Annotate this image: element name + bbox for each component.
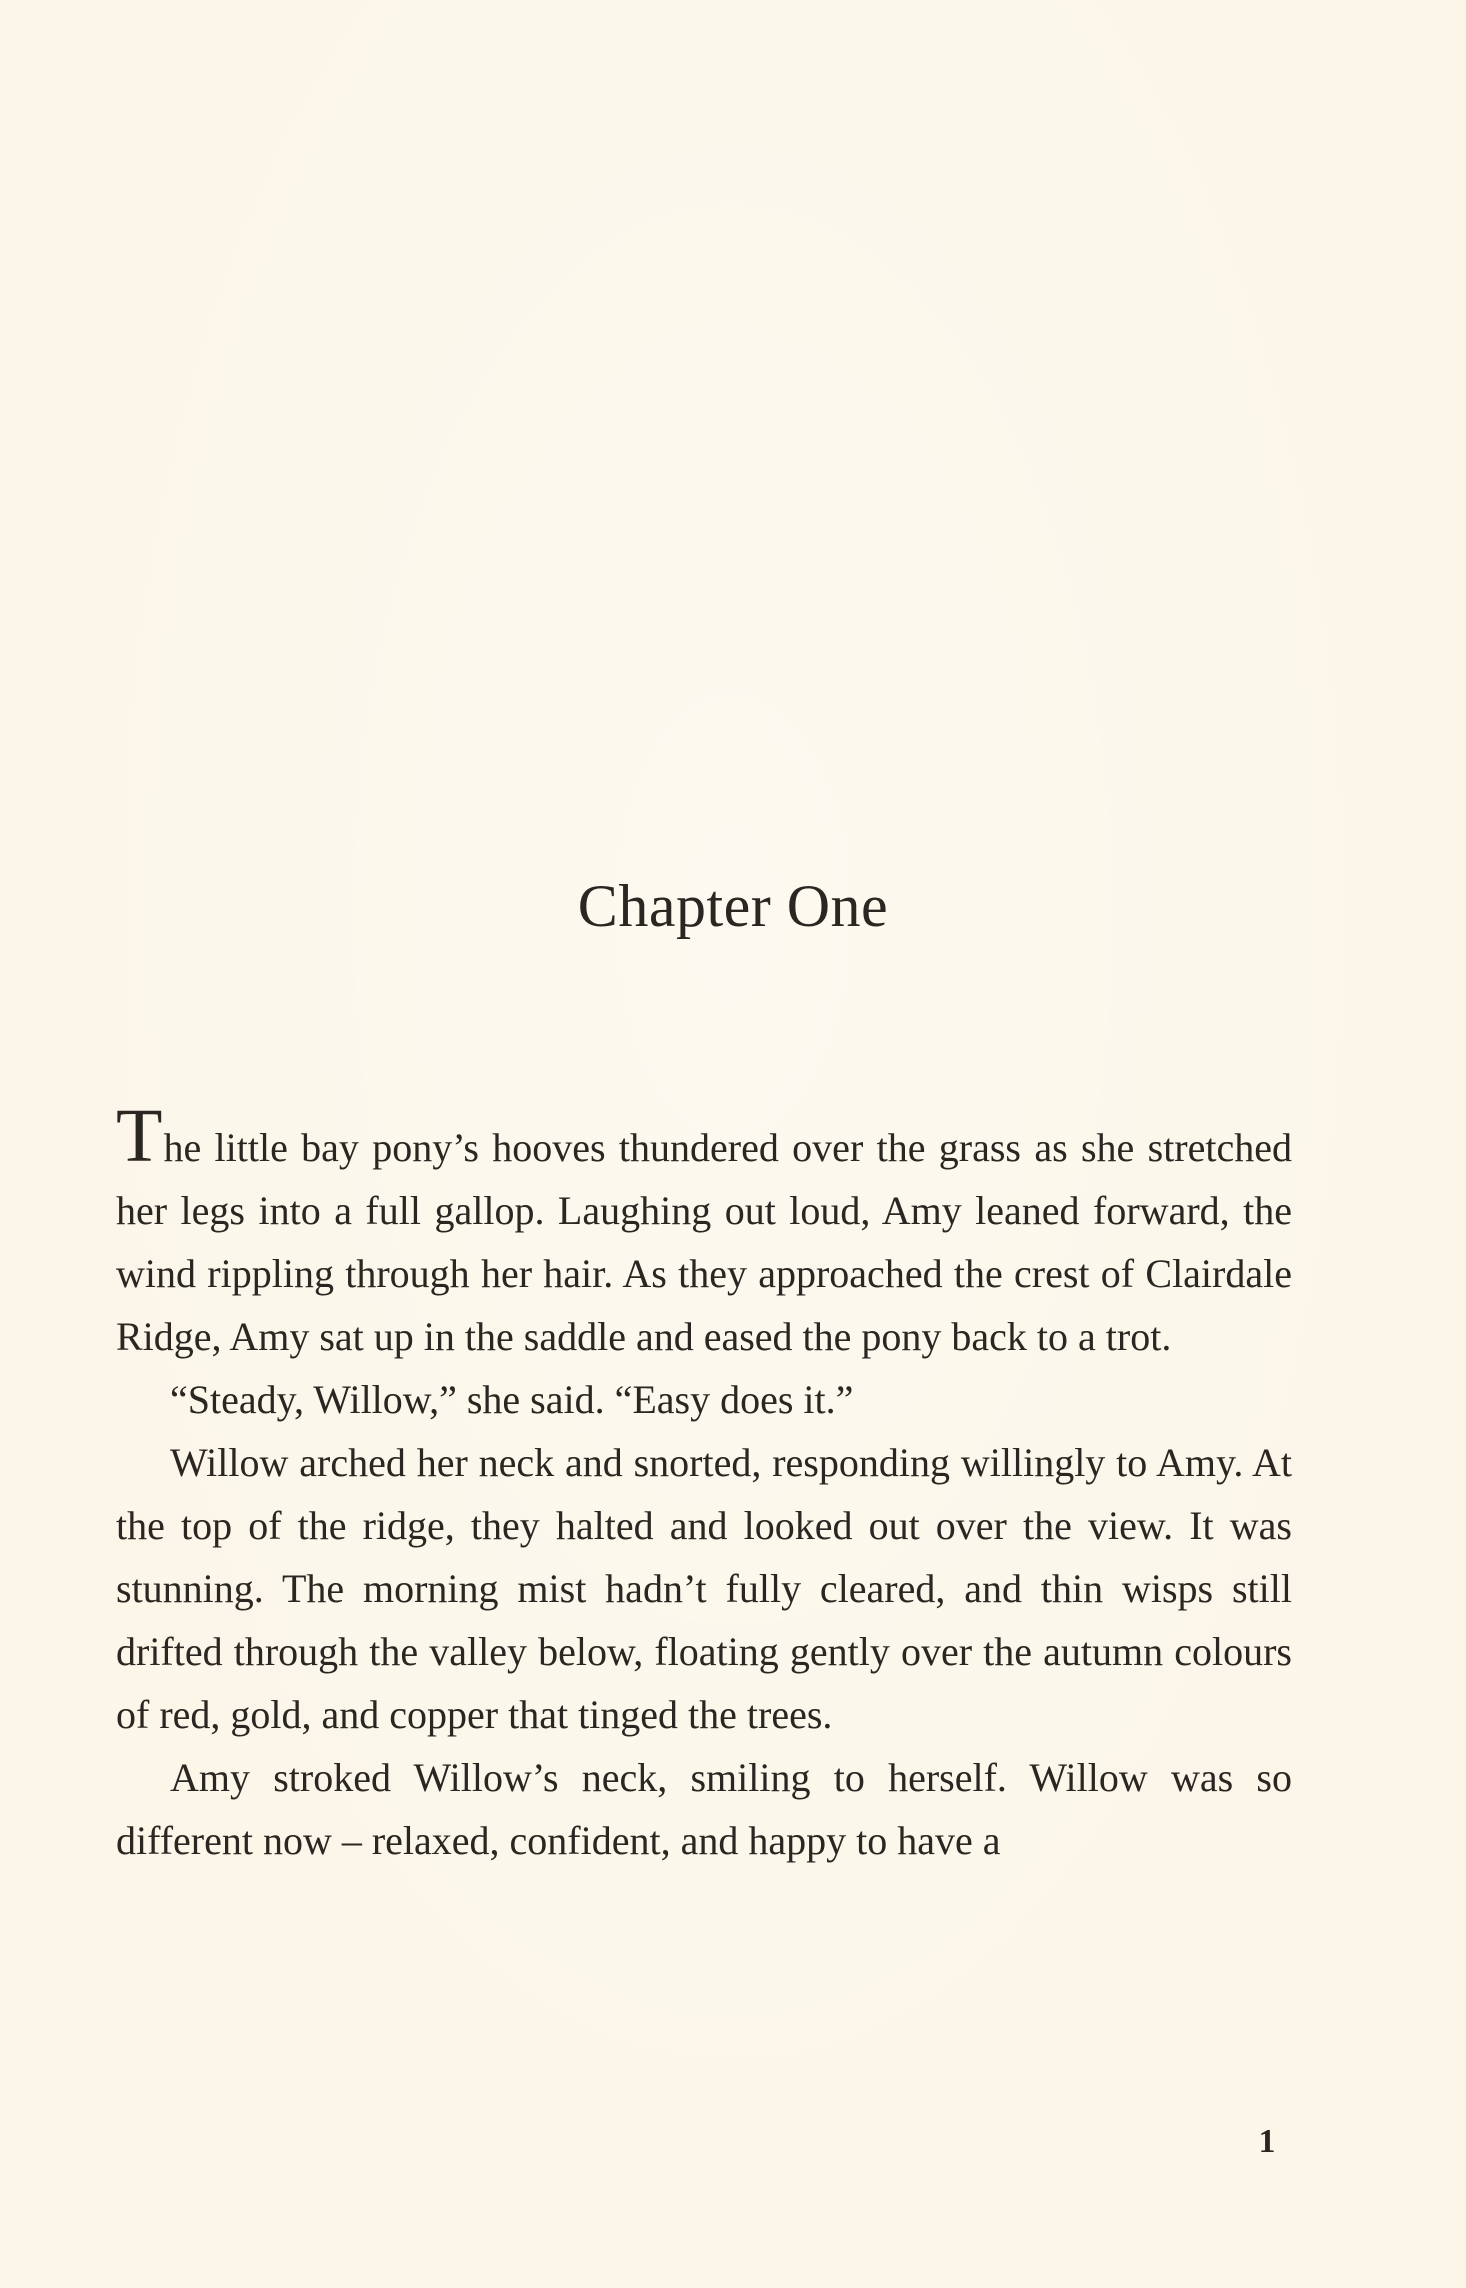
chapter-title: Chapter One bbox=[577, 873, 889, 939]
paragraph-3: Willow arched her neck and snorted, responding willingly to Amy. At the top of the ridge, they halted and looked out over the view. It was stunning. The morning mist hadn’t fully cleared, and thin wisps still drifted through the valley below, floating gently over the autumn colours of red, gold, and copper that tinged the trees. bbox=[116, 1440, 1292, 1737]
paragraph-1-text: he little bay pony’s hooves thundered over the grass as she stretched her legs into a full gallop. Laughing out loud, Amy leaned forward, the wind rippling through her hair. As they approached the crest of Clairdale Ridge, Amy sat up in the saddle and eased the pony back to a trot. bbox=[116, 1125, 1292, 1359]
paragraph-4: Amy stroked Willow’s neck, smiling to herself. Willow was so different now – relaxed, confident, and happy to have a bbox=[116, 1755, 1292, 1863]
page-number: 1 bbox=[1258, 2123, 1276, 2160]
paragraph-2: “Steady, Willow,” she said. “Easy does it.” bbox=[170, 1377, 854, 1422]
paragraph-1 bbox=[116, 1094, 1292, 1368]
drop-cap: T bbox=[116, 1094, 163, 1178]
body-text bbox=[116, 1094, 1292, 1872]
